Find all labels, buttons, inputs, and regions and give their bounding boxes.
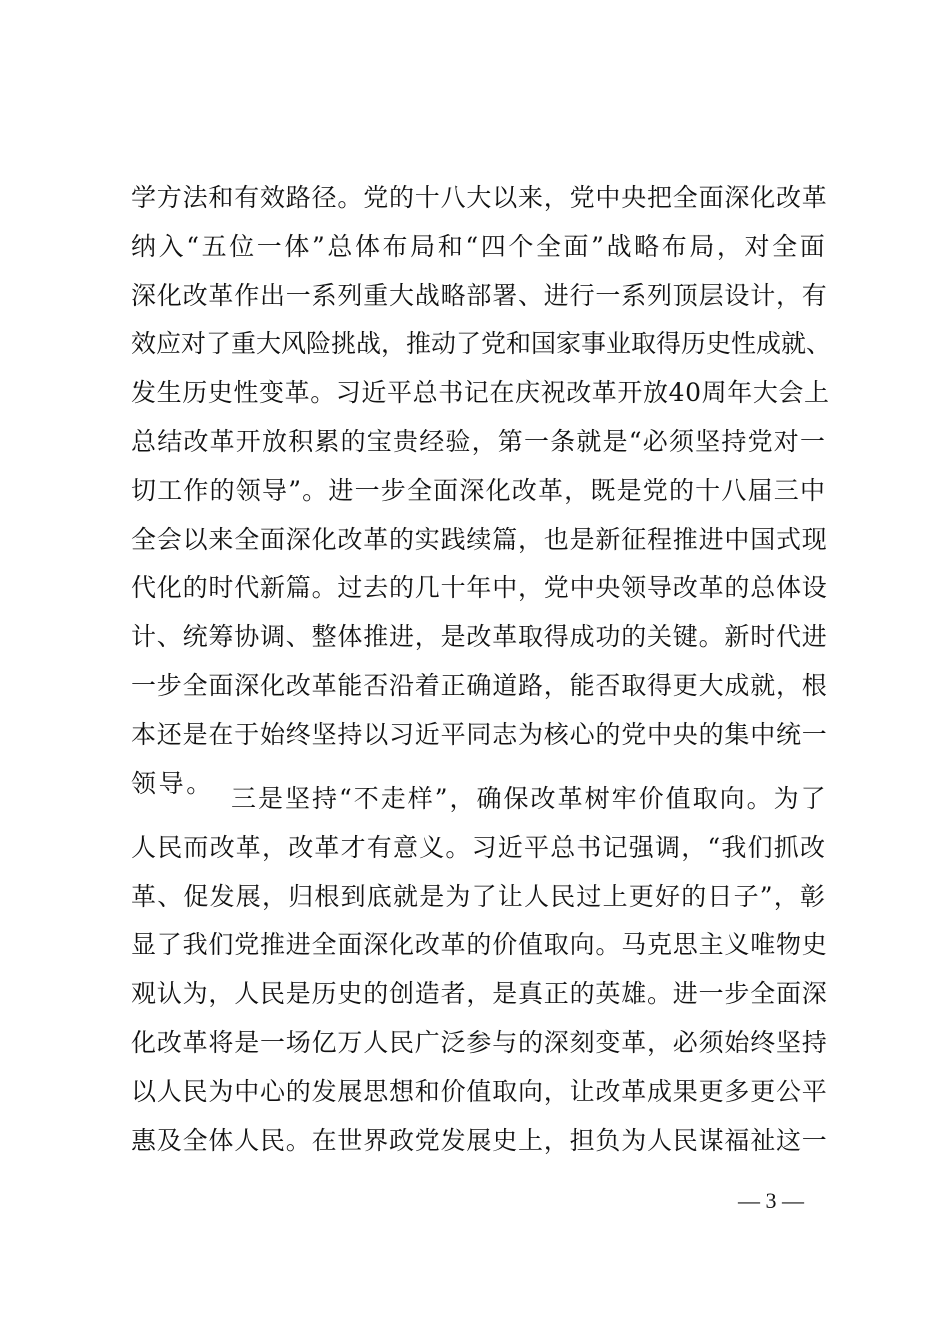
text-line: 总结改革开放积累的宝贵经验，第一条就是“必须坚持党对一 [131,426,827,456]
text-line: 发生历史性变革。习近平总书记在庆祝改革开放40周年大会上 [131,378,830,408]
text-line: 三是坚持“不走样”，确保改革树牢价值取向。为了 [231,784,828,813]
paragraph-1 [131,174,831,808]
text-line: 深化改革作出一系列重大战略部署、进行一系列顶层设计，有 [131,280,828,310]
text-line: 惠及全体人民。在世界政党发展史上，担负为人民谋福祉这一 [131,1125,828,1155]
text-line: 纳入“五位一体”总体布局和“四个全面”战略布局，对全面 [131,231,828,261]
text-line: 本还是在于始终坚持以习近平同志为核心的党中央的集中统一 [131,719,828,749]
text-line: 切工作的领导”。进一步全面深化改革，既是党的十八届三中 [131,475,827,505]
text-line: 人民而改革，改革才有意义。习近平总书记强调，“我们抓改 [131,832,827,862]
text-line: 全会以来全面深化改革的实践续篇，也是新征程推进中国式现 [131,524,828,554]
text-line: 一步全面深化改革能否沿着正确道路，能否取得更大成就，根 [131,670,828,700]
text-line: 观认为，人民是历史的创造者，是真正的英雄。进一步全面深 [131,979,828,1009]
text-line: 化改革将是一场亿万人民广泛参与的深刻变革，必须始终坚持 [131,1027,828,1057]
page-number: — 3 — [738,1188,804,1213]
text-line: 效应对了重大风险挑战，推动了党和国家事业取得历史性成就、 [131,329,832,359]
text-line: 革、促发展，归根到底就是为了让人民过上更好的日子”，彰 [131,881,827,911]
text-line: 计、统筹协调、整体推进，是改革取得成功的关键。新时代进 [131,622,828,652]
text-line: 以人民为中心的发展思想和价值取向，让改革成果更多更公平 [131,1076,828,1106]
text-line: 学方法和有效路径。党的十八大以来，党中央把全面深化改革 [131,183,828,212]
text-line: 显了我们党推进全面深化改革的价值取向。马克思主义唯物史 [131,930,828,960]
text-line: 领导。 [131,768,214,798]
text-line: 代化的时代新篇。过去的几十年中，党中央领导改革的总体设 [131,573,828,603]
paragraph-2 [131,775,831,1165]
